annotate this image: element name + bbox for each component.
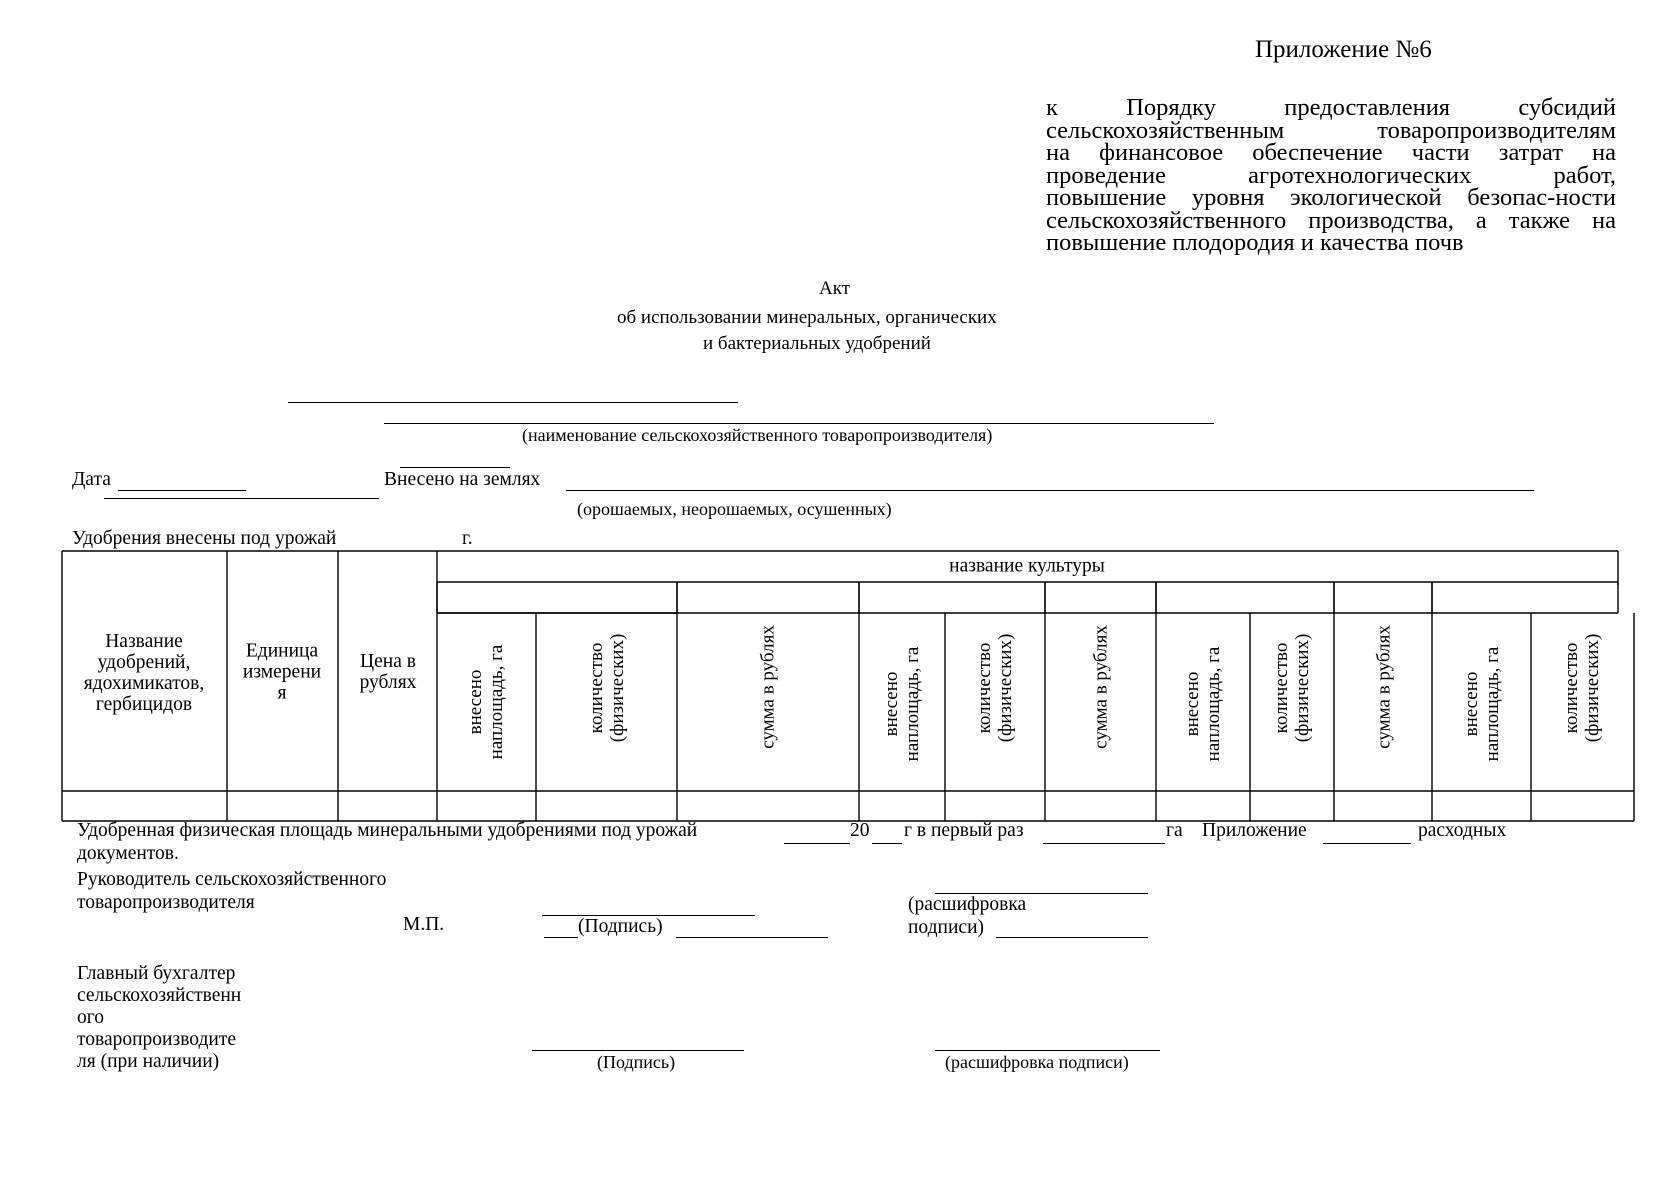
header-line: наплощадь, га (1482, 646, 1503, 762)
header-line: количество (1561, 642, 1582, 734)
docs-count-blank (1323, 843, 1411, 844)
header-line: гербицидов (95, 694, 193, 715)
chief-accountant-label (77, 963, 241, 1073)
header-line: Название (105, 631, 183, 652)
label-line: Руководитель сельскохозяйственного (77, 869, 387, 890)
label-line: ого (77, 1007, 105, 1028)
label-line: ля (при наличии) (77, 1051, 220, 1072)
appendix-line: сельскохозяйственного производства, а также на (1046, 206, 1616, 234)
culture-header: название культуры (949, 555, 1105, 577)
header-line: количество (586, 642, 607, 734)
act-title: Акт (819, 278, 851, 299)
appendix-line: повышение плодородия и качества почв (1046, 229, 1464, 256)
harvest-year-suffix: г. (462, 528, 473, 549)
col-applied-area (465, 645, 507, 760)
appendix-line: сельскохозяйственным товаропроизводителям (1046, 116, 1616, 144)
producer-caption: (наименование сельскохозяйственного товаропроизводителя) (522, 425, 993, 445)
header-line: внесено (465, 669, 486, 735)
header-line: наплощадь, га (486, 644, 507, 760)
appendix-line: на финансовое обеспечение части затрат на (1046, 139, 1616, 166)
col-unit-header (243, 641, 321, 704)
header-line: рублях (359, 672, 417, 693)
signature-left-dash (544, 937, 578, 938)
header-line: удобрений, (97, 652, 191, 673)
decode-dash (996, 937, 1148, 938)
year-prefix: 20 (850, 820, 870, 841)
appendix-title: Приложение №6 (1255, 36, 1432, 63)
first-time-label: г в первый раз (904, 820, 1024, 841)
docs-label: расходных (1418, 820, 1507, 841)
header-line: количество (974, 642, 995, 734)
year-blank (872, 843, 902, 844)
label-line: Главный бухгалтер (77, 963, 236, 984)
decode-caption (908, 893, 1026, 939)
appendix-label: Приложение (1202, 820, 1307, 841)
header-line: (физических) (1582, 633, 1603, 743)
header-line: ядохимикатов, (83, 673, 205, 694)
header-line: (физических) (607, 633, 628, 743)
appendix-line: проведение агротехнологических работ, (1046, 161, 1616, 189)
header-line: наплощадь, га (1203, 646, 1224, 762)
col-price-header (360, 651, 417, 693)
act-subtitle-1: об использовании минеральных, органических (617, 307, 997, 328)
signature-caption-2: (Подпись) (597, 1052, 676, 1072)
label-line: (расшифровка (908, 894, 1027, 915)
header-line: я (277, 682, 287, 704)
signature-line-2 (532, 1050, 744, 1051)
header-line: внесено (1182, 671, 1203, 737)
label-line: товаропроизводителя (77, 892, 255, 913)
date-label: Дата (72, 469, 111, 490)
act-subtitle-2: и бактериальных удобрений (703, 333, 931, 354)
appendix-line: повышение уровня экологической безопас-ности (1046, 184, 1616, 211)
harvest-year-blank (784, 843, 850, 844)
label-line: товаропроизводите (77, 1029, 236, 1050)
col-sum-rubles: сумма в рублях (757, 625, 779, 749)
header-line: (физических) (1292, 633, 1313, 743)
header-line: (физических) (995, 633, 1016, 743)
appendix-line: к Порядку предоставления субсидий (1046, 94, 1616, 121)
head-label (77, 868, 386, 914)
area-blank (1043, 843, 1165, 844)
col-applied-area (1461, 647, 1503, 762)
header-line: количество (1271, 642, 1292, 734)
ha-label: га (1166, 820, 1183, 841)
header-line: Единица (245, 640, 319, 662)
col-quantity-physical (974, 634, 1016, 743)
header-line: измерени (242, 661, 322, 683)
lands-caption: (орошаемых, неорошаемых, осушенных) (577, 499, 892, 519)
docs-label-continued: документов. (77, 843, 179, 864)
col-sum-rubles: сумма в рублях (1373, 625, 1395, 749)
label-line: сельскохозяйственн (77, 985, 242, 1006)
header-line: внесено (1461, 671, 1482, 737)
col-applied-area (881, 647, 923, 762)
header-line: Цена в (360, 651, 416, 672)
header-line: внесено (881, 671, 902, 737)
stamp-label: М.П. (403, 914, 445, 935)
fertilized-area-label: Удобренная физическая площадь минеральными удобрениями под урожай (77, 820, 698, 841)
col-quantity-physical (1271, 634, 1313, 743)
lands-label: Внесено на землях (384, 469, 541, 490)
decode-caption-2: (расшифровка подписи) (945, 1052, 1129, 1072)
signature-right-dash (676, 937, 828, 938)
col-quantity-physical (586, 634, 628, 743)
header-line: наплощадь, га (902, 646, 923, 762)
col-sum-rubles: сумма в рублях (1090, 625, 1112, 749)
harvest-label: Удобрения внесены под урожай (72, 528, 337, 549)
signature-caption: (Подпись) (578, 916, 663, 937)
label-line: подписи) (908, 917, 985, 938)
col-applied-area (1182, 647, 1224, 762)
decode-line-2 (935, 1050, 1160, 1051)
col-name-header (84, 631, 205, 715)
col-quantity-physical (1561, 634, 1603, 743)
